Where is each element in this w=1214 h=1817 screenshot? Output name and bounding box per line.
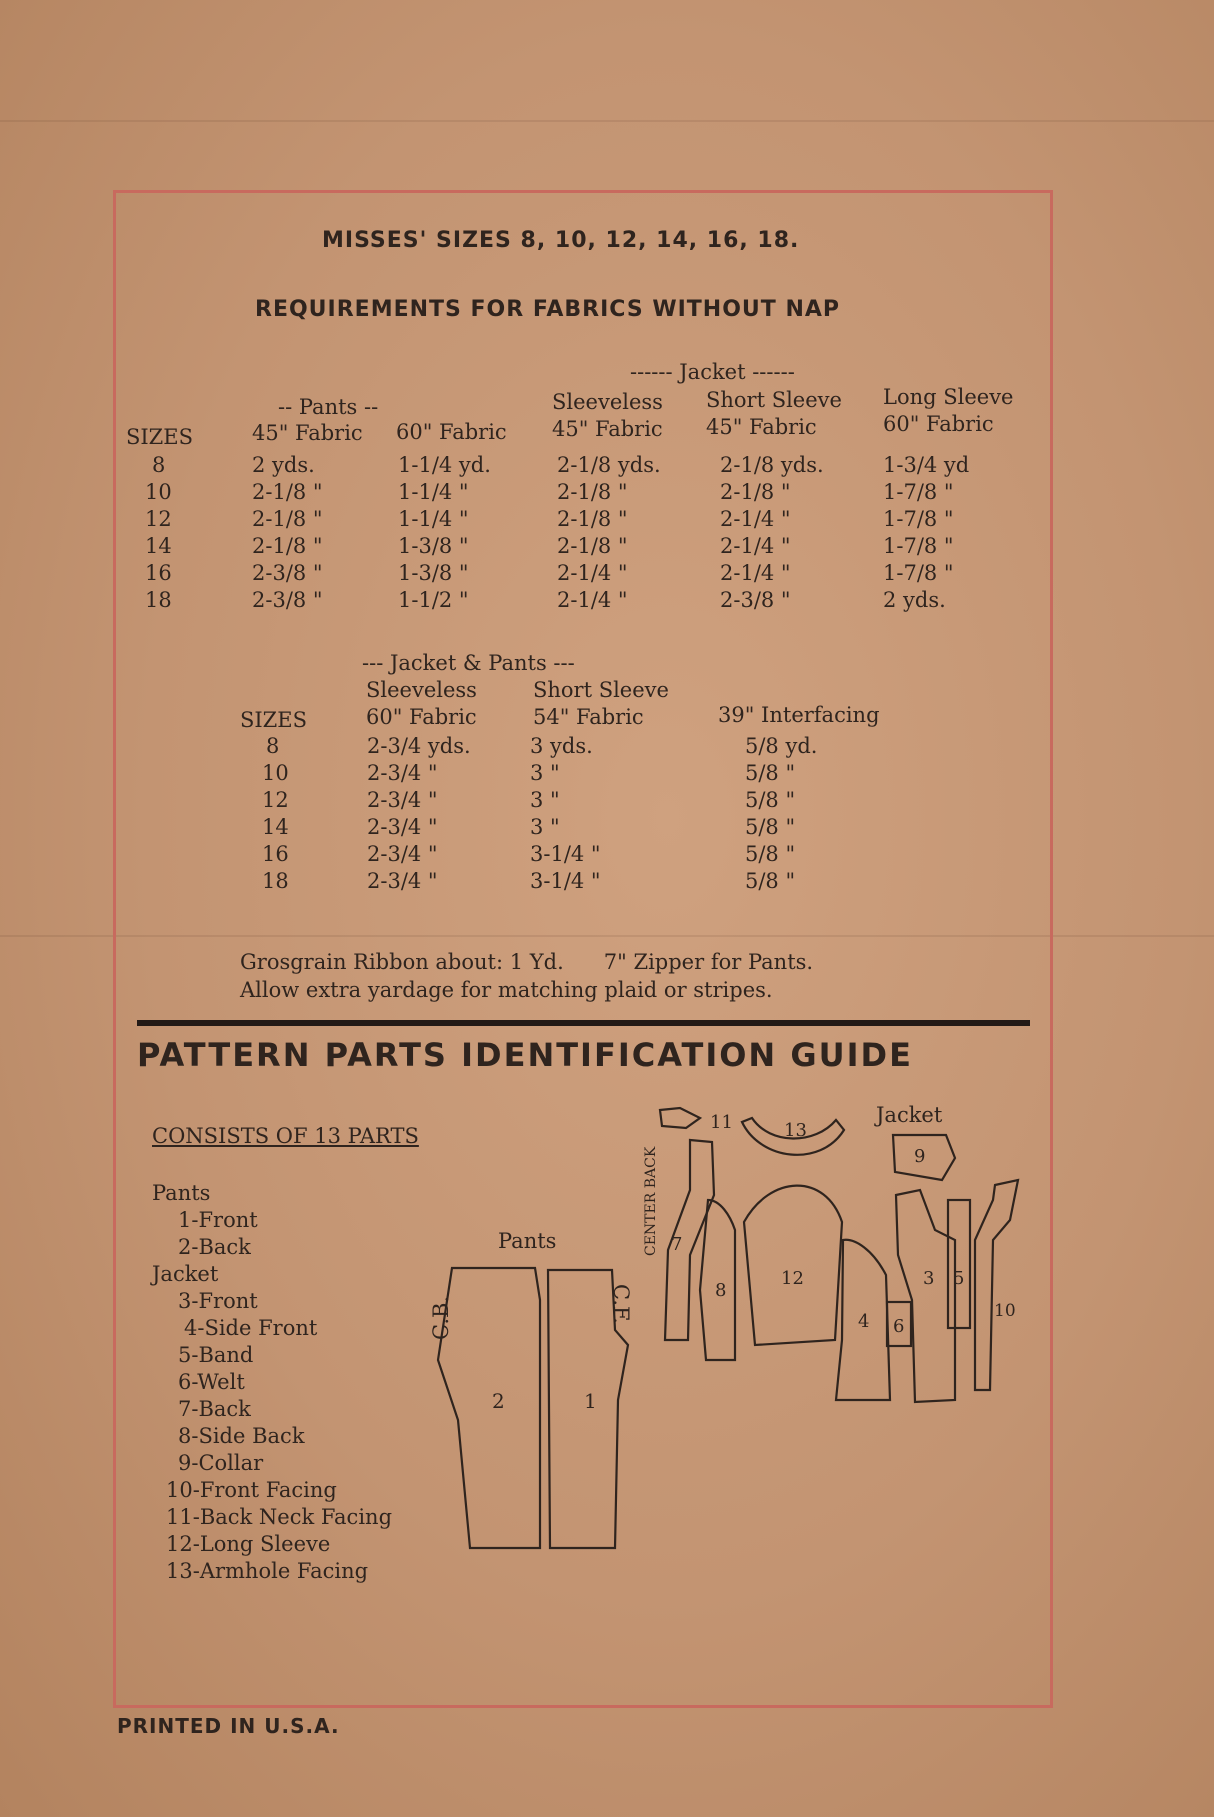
- list-item: 4-Side Front: [184, 1316, 318, 1340]
- col-short-sleeve: Short Sleeve: [706, 388, 842, 412]
- table-cell: 1-1/4 yd.: [398, 453, 491, 477]
- piece-number: 4: [858, 1311, 870, 1332]
- jacket-heading: Jacket: [152, 1262, 219, 1286]
- piece-number: 9: [914, 1146, 926, 1167]
- table-cell: 2-1/8 ": [720, 480, 791, 504]
- table-cell: 2-1/4 ": [557, 561, 628, 585]
- pattern-piece-front-facing: [975, 1180, 1018, 1390]
- table-cell: 2-3/4 ": [367, 788, 438, 812]
- table-cell: 1-1/4 ": [398, 507, 469, 531]
- list-item: 8-Side Back: [178, 1424, 305, 1448]
- pants-group-label: -- Pants --: [278, 395, 379, 419]
- piece-number: 8: [715, 1280, 727, 1301]
- fabric-label: 45" Fabric: [252, 421, 363, 445]
- fabric-label: 60" Fabric: [366, 705, 477, 729]
- list-item: 2-Back: [178, 1235, 251, 1259]
- table-cell: 1-1/4 ": [398, 480, 469, 504]
- jacket-pants-group-label: --- Jacket & Pants ---: [362, 651, 575, 675]
- table-cell: 2-1/8 yds.: [557, 453, 661, 477]
- table-cell: 2-3/8 ": [252, 588, 323, 612]
- table-cell: 12: [145, 507, 172, 531]
- col-sleeveless: Sleeveless: [366, 678, 477, 702]
- pattern-piece-back: [438, 1268, 540, 1548]
- printed-in-usa: PRINTED IN U.S.A.: [117, 1714, 340, 1738]
- piece-number: 13: [784, 1120, 807, 1141]
- table-cell: 2-3/8 ": [252, 561, 323, 585]
- table-cell: 3 ": [530, 815, 560, 839]
- diagram-pants-label: Pants: [498, 1229, 557, 1253]
- table-cell: 2-3/4 yds.: [367, 734, 471, 758]
- table-cell: 12: [262, 788, 289, 812]
- table-cell: 2-1/4 ": [720, 534, 791, 558]
- table-cell: 2-1/8 ": [557, 480, 628, 504]
- table-cell: 8: [266, 734, 280, 758]
- table-cell: 5/8 yd.: [745, 734, 818, 758]
- list-item: 12-Long Sleeve: [166, 1532, 331, 1556]
- piece-number: 7: [671, 1234, 683, 1255]
- pattern-piece-back-neck-facing: [660, 1108, 700, 1128]
- list-item: 1-Front: [178, 1208, 258, 1232]
- piece-number: 10: [994, 1301, 1016, 1321]
- table-cell: 3-1/4 ": [530, 842, 601, 866]
- table-cell: 1-1/2 ": [398, 588, 469, 612]
- sizes-label: SIZES: [240, 708, 307, 732]
- table-cell: 2-3/4 ": [367, 842, 438, 866]
- table-cell: 10: [262, 761, 289, 785]
- table-cell: 2-3/8 ": [720, 588, 791, 612]
- fabric-label: 54" Fabric: [533, 705, 644, 729]
- center-back-label: CENTER BACK: [643, 1146, 659, 1256]
- table-cell: 1-7/8 ": [883, 480, 954, 504]
- table-cell: 1-3/4 yd: [883, 453, 970, 477]
- table-cell: 2-3/4 ": [367, 869, 438, 893]
- table-cell: 2-1/8 ": [557, 507, 628, 531]
- guide-title: PATTERN PARTS IDENTIFICATION GUIDE: [137, 1036, 913, 1074]
- piece-number: 2: [492, 1389, 505, 1413]
- table-cell: 8: [152, 453, 166, 477]
- table-cell: 14: [262, 815, 289, 839]
- table-cell: 2-1/8 ": [252, 480, 323, 504]
- diagram-jacket-label: Jacket: [876, 1103, 943, 1127]
- requirements-heading: REQUIREMENTS FOR FABRICS WITHOUT NAP: [255, 297, 841, 322]
- sizes-label: SIZES: [126, 425, 193, 449]
- piece-number: 11: [710, 1112, 733, 1133]
- table-cell: 1-3/8 ": [398, 561, 469, 585]
- sizes-heading: MISSES' SIZES 8, 10, 12, 14, 16, 18.: [322, 228, 800, 253]
- table-cell: 5/8 ": [745, 761, 796, 785]
- table-cell: 2-1/4 ": [557, 588, 628, 612]
- table-cell: 5/8 ": [745, 869, 796, 893]
- col-sleeveless: Sleeveless: [552, 390, 663, 414]
- piece-number: 5: [953, 1268, 965, 1289]
- fabric-label: 60" Fabric: [396, 420, 507, 444]
- list-item: 11-Back Neck Facing: [166, 1505, 393, 1529]
- table-cell: 5/8 ": [745, 788, 796, 812]
- table-cell: 14: [145, 534, 172, 558]
- table-cell: 3-1/4 ": [530, 869, 601, 893]
- list-item: 6-Welt: [178, 1370, 245, 1394]
- table-cell: 2-1/8 yds.: [720, 453, 824, 477]
- table-cell: 5/8 ": [745, 842, 796, 866]
- consists-label: CONSISTS OF 13 PARTS: [152, 1124, 419, 1148]
- table-cell: 3 yds.: [530, 734, 593, 758]
- fabric-label: 45" Fabric: [706, 415, 817, 439]
- piece-number: 6: [893, 1316, 905, 1337]
- table-cell: 2-1/8 ": [557, 534, 628, 558]
- table-cell: 10: [145, 480, 172, 504]
- table-cell: 16: [262, 842, 289, 866]
- pattern-piece-jacket-front: [896, 1190, 955, 1402]
- table-cell: 2-3/4 ": [367, 761, 438, 785]
- table-cell: 2 yds.: [252, 453, 315, 477]
- piece-number: 12: [781, 1268, 804, 1289]
- fabric-label: 39" Interfacing: [718, 703, 880, 727]
- table-cell: 3 ": [530, 788, 560, 812]
- col-short-sleeve: Short Sleeve: [533, 678, 669, 702]
- table-cell: 16: [145, 561, 172, 585]
- list-item: 13-Armhole Facing: [166, 1559, 369, 1583]
- center-back-mark: C.B.: [429, 1295, 453, 1340]
- center-front-mark: C.F.: [609, 1284, 633, 1324]
- table-cell: 2-1/8 ": [252, 534, 323, 558]
- table-cell: 2-1/8 ": [252, 507, 323, 531]
- table-cell: 18: [262, 869, 289, 893]
- fabric-label: 45" Fabric: [552, 417, 663, 441]
- list-item: 7-Back: [178, 1397, 251, 1421]
- table-cell: 2-1/4 ": [720, 507, 791, 531]
- list-item: 10-Front Facing: [166, 1478, 337, 1502]
- table-cell: 1-7/8 ": [883, 561, 954, 585]
- list-item: 9-Collar: [178, 1451, 264, 1475]
- table-cell: 2 yds.: [883, 588, 946, 612]
- jacket-group-label: ------ Jacket ------: [630, 360, 795, 384]
- notes-line-2: Allow extra yardage for matching plaid or stripes.: [240, 978, 773, 1002]
- table-cell: 1-7/8 ": [883, 507, 954, 531]
- table-cell: 1-7/8 ": [883, 534, 954, 558]
- piece-number: 3: [923, 1268, 935, 1289]
- piece-number: 1: [584, 1389, 597, 1413]
- table-cell: 2-1/4 ": [720, 561, 791, 585]
- table-cell: 3 ": [530, 761, 560, 785]
- pattern-piece-long-sleeve: [744, 1186, 842, 1345]
- pants-heading: Pants: [152, 1181, 211, 1205]
- table-cell: 18: [145, 588, 172, 612]
- list-item: 3-Front: [178, 1289, 258, 1313]
- table-cell: 5/8 ": [745, 815, 796, 839]
- col-long-sleeve: Long Sleeve: [883, 385, 1014, 409]
- pattern-piece-band: [948, 1200, 970, 1328]
- fabric-label: 60" Fabric: [883, 412, 994, 436]
- notes-line-1: Grosgrain Ribbon about: 1 Yd. 7" Zipper for Pants.: [240, 950, 814, 974]
- table-cell: 1-3/8 ": [398, 534, 469, 558]
- list-item: 5-Band: [178, 1343, 254, 1367]
- table-cell: 2-3/4 ": [367, 815, 438, 839]
